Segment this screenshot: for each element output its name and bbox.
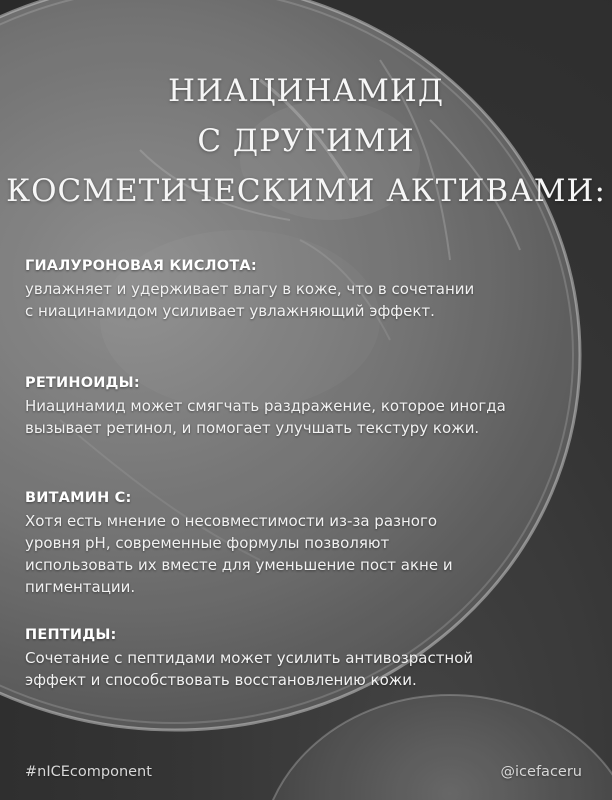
section-text-line: Ниацинамид может смягчать раздражение, которое иногда: [25, 397, 506, 415]
section-retinoids: [25, 375, 590, 439]
section-text: [25, 647, 590, 691]
section-vitamin-c: [25, 490, 590, 598]
section-text: [25, 395, 590, 439]
section-peptides: [25, 627, 590, 691]
section-text-line: увлажняет и удерживает влагу в коже, что в сочетании: [25, 280, 475, 298]
section-text-line: пигментации.: [25, 578, 136, 596]
title-line-1: НИАЦИНАМИД: [167, 73, 445, 109]
section-heading: РЕТИНОИДЫ:: [25, 375, 140, 391]
footer-handle: @icefaceru: [500, 764, 582, 780]
section-text: [25, 510, 590, 598]
section-text-line: использовать их вместе для уменьшение пост акне и: [25, 556, 453, 574]
footer-hashtag: #nICEcomponent: [25, 764, 152, 780]
section-text-line: вызывает ретинол, и помогает улучшать текстуру кожи.: [25, 419, 480, 437]
section-heading: ВИТАМИН С:: [25, 490, 132, 506]
section-text-line: Сочетание с пептидами может усилить антивозрастной: [25, 649, 474, 667]
section-heading: ГИАЛУРОНОВАЯ КИСЛОТА:: [25, 258, 257, 274]
page-title: [0, 66, 612, 216]
section-text-line: уровня pH, современные формулы позволяют: [25, 534, 390, 552]
section-heading: ПЕПТИДЫ:: [25, 627, 117, 643]
title-line-2: С ДРУГИМИ: [197, 123, 415, 159]
section-text-line: Хотя есть мнение о несовместимости из-за разного: [25, 512, 438, 530]
section-hyaluronic: [25, 258, 590, 322]
title-line-3: КОСМЕТИЧЕСКИМИ АКТИВАМИ:: [6, 173, 606, 209]
section-text-line: с ниацинамидом усиливает увлажняющий эффект.: [25, 302, 435, 320]
section-text: [25, 278, 590, 322]
section-text-line: эффект и способствовать восстановлению кожи.: [25, 671, 417, 689]
